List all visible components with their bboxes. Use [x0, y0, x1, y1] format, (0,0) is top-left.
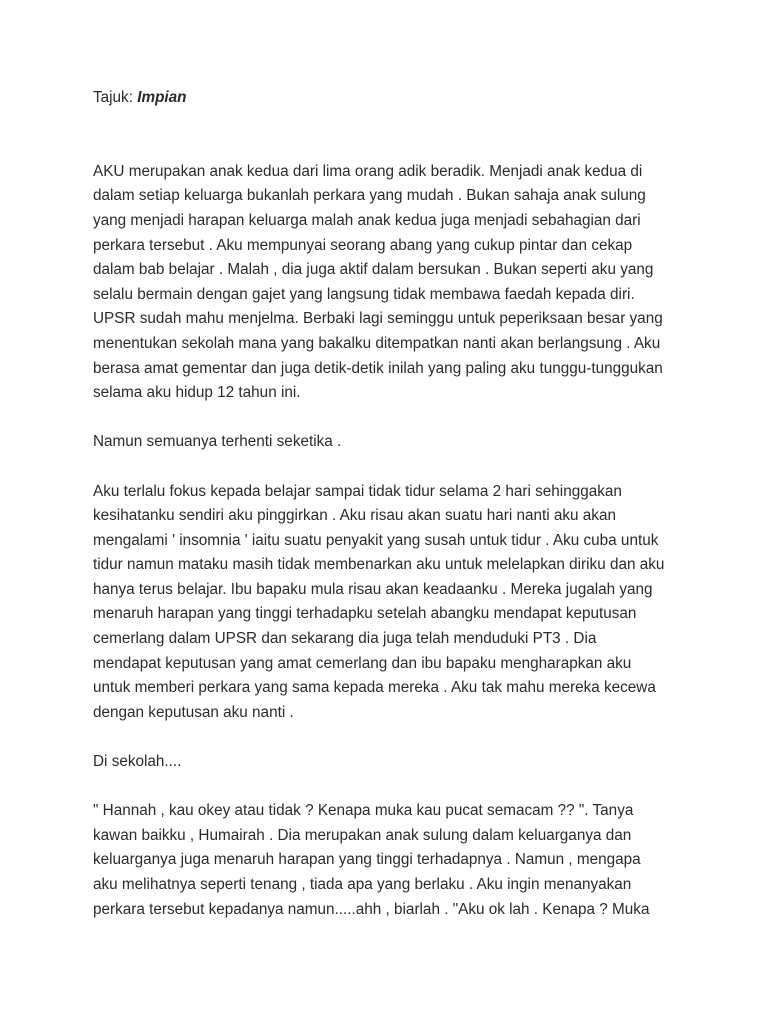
text-line: AKU merupakan anak kedua dari lima orang adik beradik. Menjadi anak kedua di: [93, 162, 643, 180]
text-line: dalam setiap keluarga bukanlah perkara yang mudah . Bukan sahaja anak sulung: [93, 187, 646, 205]
paragraph: [93, 750, 693, 775]
paragraph: [93, 160, 693, 406]
text-line: untuk memberi perkara yang sama kepada mereka . Aku tak mahu mereka kecewa: [93, 679, 656, 697]
paragraph-gap: [93, 406, 693, 431]
text-line: kawan baikku , Humairah . Dia merupakan anak sulung dalam keluarganya dan: [93, 826, 632, 844]
document-body: [93, 160, 693, 922]
text-line: Namun semuanya terhenti seketika .: [93, 433, 342, 451]
text-line: perkara tersebut kepadanya namun.....ahh , biarlah . "Aku ok lah . Kenapa ? Muka: [93, 900, 650, 918]
text-line: selalu bermain dengan gajet yang langsung tidak membawa faedah kepada diri.: [93, 285, 635, 303]
text-line: Di sekolah....: [93, 753, 182, 771]
text-line: yang menjadi harapan keluarga malah anak kedua juga menjadi sebahagian dari: [93, 211, 641, 229]
paragraph: [93, 480, 693, 726]
text-line: " Hannah , kau okey atau tidak ? Kenapa muka kau pucat semacam ?? ". Tanya: [93, 802, 634, 820]
paragraph-gap: [93, 725, 693, 750]
text-line: selama aku hidup 12 tahun ini.: [93, 384, 301, 402]
spacer: [93, 111, 693, 136]
text-line: mendapat keputusan yang amat cemerlang dan ibu bapaku mengharapkan aku: [93, 654, 632, 672]
document-content: [93, 86, 693, 922]
text-line: menentukan sekolah mana yang bakalku ditempatkan nanti akan berlangsung . Aku: [93, 334, 661, 352]
text-line: aku melihatnya seperti tenang , tiada apa yang berlaku . Aku ingin menanyakan: [93, 876, 632, 893]
document-title: [93, 86, 693, 111]
text-line: menaruh harapan yang tinggi terhadapku setelah abangku mendapat keputusan: [93, 605, 637, 623]
paragraph: [93, 799, 693, 922]
text-line: dalam bab belajar . Malah , dia juga aktif dalam bersukan . Bukan seperti aku yang: [93, 261, 654, 279]
text-line: hanya terus belajar. Ibu bapaku mula risau akan keadaanku . Mereka jugalah yang: [93, 580, 653, 598]
paragraph: [93, 430, 693, 455]
text-line: cemerlang dalam UPSR dan sekarang dia juga telah menduduki PT3 . Dia: [93, 630, 597, 648]
text-line: dengan keputusan aku nanti .: [93, 703, 294, 721]
text-line: Aku terlalu fokus kepada belajar sampai tidak tidur selama 2 hari sehinggakan: [93, 482, 622, 500]
text-line: keluarganya juga menaruh harapan yang tinggi terhadapnya . Namun , mengapa: [93, 851, 641, 869]
paragraph-gap: [93, 455, 693, 480]
title-label: Tajuk:: [93, 89, 138, 106]
text-line: tidur namun mataku masih tidak membenarkan aku untuk melelapkan diriku dan aku: [93, 556, 665, 574]
text-line: kesihatanku sendiri aku pinggirkan . Aku risau akan suatu hari nanti aku akan: [93, 507, 616, 525]
paragraph-gap: [93, 775, 693, 800]
text-line: UPSR sudah mahu menjelma. Berbaki lagi seminggu untuk peperiksaan besar yang: [93, 310, 663, 328]
text-line: berasa amat gementar dan juga detik-detik inilah yang paling aku tunggu-tunggukan: [93, 359, 663, 377]
text-line: perkara tersebut . Aku mempunyai seorang abang yang cukup pintar dan cekap: [93, 236, 633, 254]
spacer: [93, 135, 693, 160]
title-value: Impian: [137, 89, 187, 106]
text-line: mengalami ' insomnia ' iaitu suatu penyakit yang susah untuk tidur . Aku cuba untuk: [93, 531, 659, 549]
